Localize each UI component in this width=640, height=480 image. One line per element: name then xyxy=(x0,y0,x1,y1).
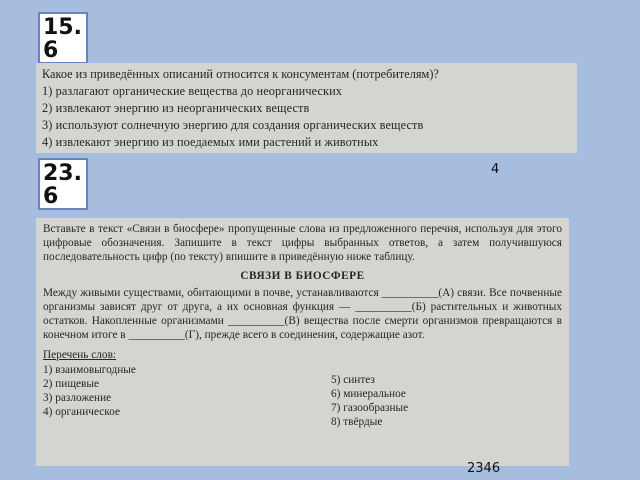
question-2-answer: 2346 xyxy=(467,461,501,476)
question-2-title: СВЯЗИ В БИОСФЕРЕ xyxy=(240,270,365,282)
question-2-instruction: Вставьте в текст «Связи в биосфере» пропущенные слова из предложенного перечня, используя для этого цифровые обозначения. Запишите в текст цифры выбранных ответов, а затем получившуюся последовательность цифр (по тексту) впишите в приведённую ниже таблицу. xyxy=(43,223,562,263)
word-list-right-column xyxy=(331,363,408,429)
word-list-item: 8) твёрдые xyxy=(331,416,383,428)
question-1-number-top: 15. xyxy=(43,15,82,40)
question-2-scan xyxy=(36,218,569,466)
word-list-item: 6) минеральное xyxy=(331,388,406,400)
word-list-item: 4) органическое xyxy=(43,406,120,418)
word-list-item: 3) разложение xyxy=(43,392,112,404)
question-1-text: Какое из приведённых описаний относится к консументам (потребителям)? xyxy=(42,67,439,81)
question-2-body: Между живыми существами, обитающими в почве, устанавливаются __________(А) связи. Все почвенные организмы зависят друг от друга, а их основная функция — __________(Б) растительных и животных остатков. Накопленные организмами __________(В) вещества после смерти организмов превращаются в конечном итоге в __________(Г), прежде всего в соединения, содержащие азот. xyxy=(43,287,562,341)
question-1-answer: 4 xyxy=(491,162,500,177)
question-1-option-1: 1) разлагают органические вещества до неорганических xyxy=(42,84,343,98)
word-list-left-column xyxy=(43,363,331,429)
word-list-item: 1) взаимовыгодные xyxy=(43,364,136,376)
question-2-number-bottom: 6 xyxy=(43,184,59,209)
word-list-item: 7) газообразные xyxy=(331,402,409,414)
word-list-heading: Перечень слов: xyxy=(43,349,117,361)
question-1-option-2: 2) извлекают энергию из неорганических веществ xyxy=(42,101,310,115)
word-list xyxy=(43,363,562,429)
question-1-number xyxy=(38,12,88,64)
question-1-option-3: 3) используют солнечную энергию для создания органических веществ xyxy=(42,118,424,132)
question-1-option-4: 4) извлекают энергию из поедаемых ими растений и животных xyxy=(42,135,379,149)
word-list-item: 2) пищевые xyxy=(43,378,99,390)
question-1-scan xyxy=(36,63,577,153)
question-2-number-top: 23. xyxy=(43,161,82,186)
word-list-item: 5) синтез xyxy=(331,374,375,386)
question-2-number xyxy=(38,158,88,210)
question-1-number-bottom: 6 xyxy=(43,38,59,63)
